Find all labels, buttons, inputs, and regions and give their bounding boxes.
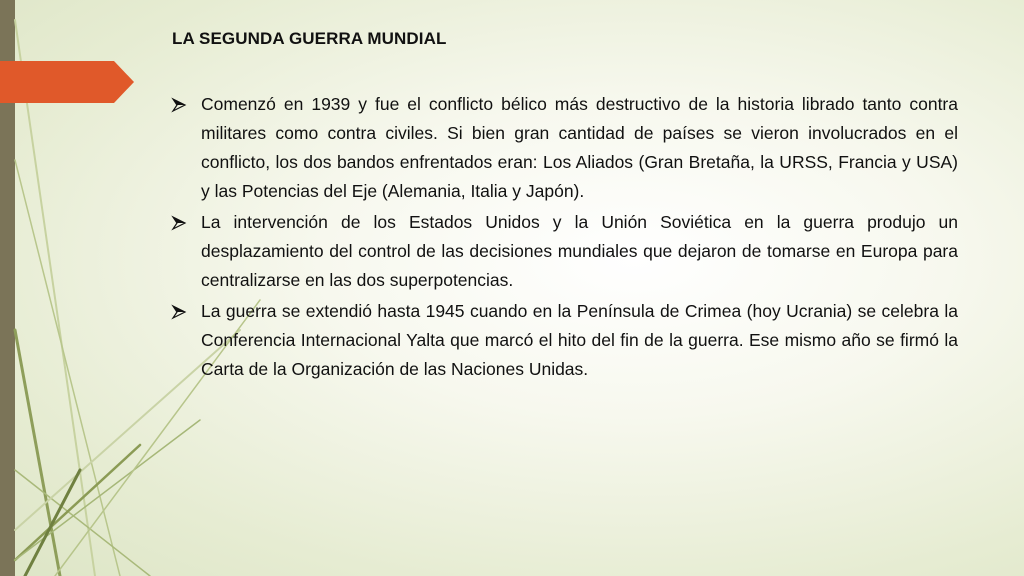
bullet-item-3 <box>171 297 958 384</box>
bullet-item-1 <box>171 90 958 206</box>
bullet-text: Comenzó en 1939 y fue el conflicto bélico más destructivo de la historia librado tanto contra militares como contra civiles. Si bien gran cantidad de países se vieron involucrados en el conflicto, los dos bandos enfrentados eran: Los Aliados (Gran Bretaña, la URSS, Francia y USA) y las Potencias del Eje (Alemania, Italia y Japón). <box>201 94 958 201</box>
slide-title: LA SEGUNDA GUERRA MUNDIAL <box>172 29 447 48</box>
arrowhead-bullet-icon <box>171 97 187 113</box>
bullet-text: La intervención de los Estados Unidos y la Unión Soviética en la guerra produjo un desplazamiento del control de las decisiones mundiales que dejaron de tomarse en Europa para centralizarse en las dos superpotencias. <box>201 212 958 290</box>
arrowhead-bullet-icon <box>171 304 187 320</box>
arrowhead-bullet-icon <box>171 215 187 231</box>
bullet-text: La guerra se extendió hasta 1945 cuando en la Península de Crimea (hoy Ucrania) se celebra la Conferencia Internacional Yalta que marcó el hito del fin de la guerra. Ese mismo año se firmó la Carta de la Organización de las Naciones Unidas. <box>201 301 958 379</box>
bullet-list <box>171 90 958 386</box>
bullet-item-2 <box>171 208 958 295</box>
accent-tab-shape <box>0 61 134 103</box>
